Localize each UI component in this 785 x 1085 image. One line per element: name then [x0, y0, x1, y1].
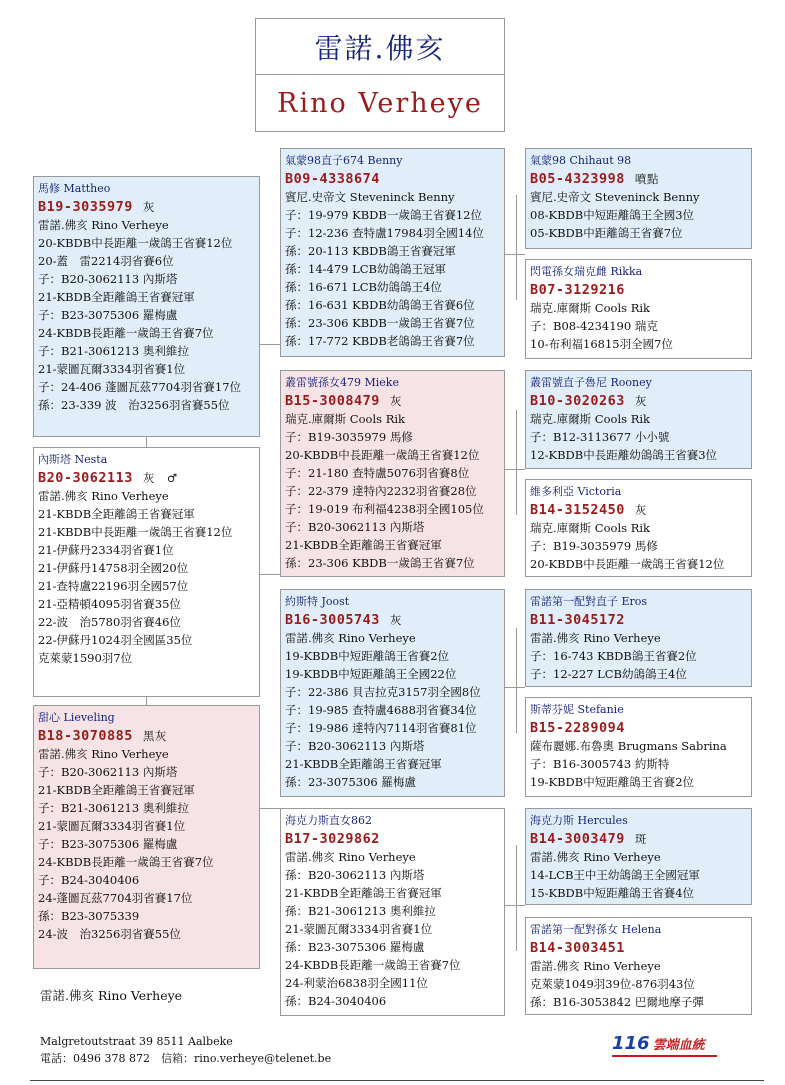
achievement-line: 21-KBDB全距離鴿王省賽冠軍	[38, 290, 195, 304]
achievement-line: 子：19-986 達特內7114羽省賽81位	[285, 721, 477, 735]
achievement-line: 孫：23-3075306 羅梅盧	[285, 775, 416, 789]
achievement-line: 21-KBDB中長距離一歲鴿王省賽12位	[38, 525, 233, 539]
achievement-line: 20-KBDB中長距離一歲鴿王省賽12位	[38, 236, 233, 250]
achievement-line: 子：12-227 LCB幼鴿鴿王4位	[530, 667, 687, 681]
ring-number: B10-3020263 灰	[530, 393, 647, 409]
pigeon-name: 海克力斯 Hercules	[530, 814, 628, 827]
connector-line	[260, 574, 280, 575]
achievement-line: 15-KBDB中短距離鴿王省賽4位	[530, 886, 695, 900]
achievement-line: 14-LCB王中王幼鴿鴿王全國冠軍	[530, 868, 700, 882]
color-label: 灰	[142, 200, 155, 214]
achievement-line: 雷諾.佛亥 Rino Verheye	[285, 850, 416, 864]
header-chinese-name: 雷諾.佛亥	[255, 18, 505, 75]
achievement-list	[530, 629, 747, 683]
ring-number: B14-3152450 灰	[530, 502, 647, 518]
achievement-line: 子：19-019 布利福4238羽全國105位	[285, 502, 484, 516]
pedigree-card-ggp-1	[525, 148, 752, 249]
achievement-list	[38, 745, 255, 943]
pedigree-card-ggp-3	[525, 370, 752, 469]
contact-info	[40, 1033, 331, 1067]
achievement-line: 子：B19-3035979 馬修	[530, 539, 658, 553]
achievement-line: 21-伊蘇丹2334羽省賽1位	[38, 543, 174, 557]
pigeon-name: 約斯特 Joost	[285, 595, 350, 608]
achievement-line: 24-波 治3256羽省賽55位	[38, 927, 181, 941]
achievement-line: 子：B08-4234190 瑞克	[530, 319, 658, 333]
logo-underline	[612, 1055, 717, 1057]
achievement-line: 孫：B21-3061213 奧利維拉	[285, 904, 436, 918]
achievement-line: 子：B23-3075306 羅梅盧	[38, 308, 178, 322]
ring-number: B15-3008479 灰	[285, 393, 402, 409]
achievement-list	[285, 410, 500, 572]
pigeon-name: 叢雷號孫女479 Mieke	[285, 376, 399, 389]
pedigree-card-granddam-sire	[280, 370, 505, 577]
color-label: 灰	[389, 394, 402, 408]
connector-line	[516, 410, 517, 515]
achievement-line: 子：B19-3035979 馬修	[285, 430, 413, 444]
pigeon-name: 斯蒂芬妮 Stefanie	[530, 703, 624, 716]
achievement-line: 雷諾.佛亥 Rino Verheye	[530, 631, 661, 645]
pigeon-name: 維多利亞 Victoria	[530, 485, 622, 498]
achievement-line: 子：22-379 達特內2232羽省賽28位	[285, 484, 477, 498]
achievement-line: 孫：B16-3053842 巴爾地摩子彈	[530, 995, 704, 1009]
achievement-list	[530, 188, 747, 242]
achievement-line: 05-KBDB中距離鴿王省賽7位	[530, 226, 683, 240]
achievement-line: 子：B20-3062113 內斯塔	[38, 272, 178, 286]
pigeon-name: 內斯塔 Nesta	[38, 453, 108, 466]
logo-text: 雲端血統	[652, 1038, 705, 1053]
achievement-line: 20-蓋 雷2214羽省賽6位	[38, 254, 174, 268]
pigeon-name: 雷諾第一配對直子 Eros	[530, 595, 648, 608]
ring-number: B05-4323998 噴點	[530, 171, 659, 187]
ring-number: B14-3003451	[530, 940, 625, 956]
pedigree-card-ggp-6	[525, 697, 752, 797]
address-line: Malgretoutstraat 39 8511 Aalbeke	[40, 1035, 233, 1048]
achievement-list	[530, 848, 747, 902]
phone-email-line[interactable]: 電話：0496 378 872 信箱：rino.verheye@telenet.be	[40, 1052, 332, 1065]
ring-number: B07-3129216	[530, 282, 625, 298]
ring-number: B15-2289094	[530, 720, 625, 736]
achievement-line: 克萊蒙1590羽7位	[38, 651, 133, 665]
color-label: 灰 ♂	[142, 471, 178, 485]
achievement-line: 子：21-180 查特盧5076羽省賽8位	[285, 466, 470, 480]
achievement-line: 19-KBDB中短距離鴿王省賽2位	[530, 775, 695, 789]
connector-line	[516, 845, 517, 951]
achievement-list	[285, 188, 500, 350]
pigeon-name: 馬修 Mattheo	[38, 182, 111, 195]
achievement-line: 子：16-743 KBDB鴿王省賽2位	[530, 649, 697, 663]
bottom-divider	[30, 1080, 764, 1081]
achievement-line: 孫：B24-3040406	[285, 994, 387, 1008]
pedigree-card-ggp-4	[525, 479, 752, 577]
achievement-line: 子：B21-3061213 奧利維拉	[38, 344, 189, 358]
achievement-list	[285, 848, 500, 1010]
achievement-line: 子：B24-3040406	[38, 873, 140, 887]
color-label: 黑灰	[142, 729, 167, 743]
connector-line	[260, 344, 280, 345]
color-label: 噴點	[634, 172, 659, 186]
achievement-line: 子：B20-3062113 內斯塔	[285, 520, 425, 534]
achievement-line: 21-KBDB全距離鴿王省賽冠軍	[38, 783, 195, 797]
pigeon-name: 叢雷號直子魯尼 Rooney	[530, 376, 652, 389]
pedigree-card-sire	[33, 176, 260, 437]
achievement-line: 子：19-979 KBDB一歲鴿王省賽12位	[285, 208, 482, 222]
pedigree-card-ggp-8	[525, 917, 752, 1015]
pigeon-name: 甜心 Lieveling	[38, 711, 115, 724]
achievement-line: 孫：23-306 KBDB一歲鴿王省賽7位	[285, 556, 475, 570]
ring-number: B19-3035979 灰	[38, 199, 155, 215]
color-label: 斑	[634, 832, 647, 846]
pedigree-card-ggp-2	[525, 259, 752, 359]
connector-line	[260, 808, 280, 809]
achievement-line: 12-KBDB中長距離幼鴿鴿王省賽3位	[530, 448, 718, 462]
achievement-line: 子：B20-3062113 內斯塔	[285, 739, 425, 753]
achievement-line: 雷諾.佛亥 Rino Verheye	[530, 850, 661, 864]
achievement-line: 雷諾.佛亥 Rino Verheye	[38, 218, 169, 232]
achievement-list	[38, 487, 255, 667]
achievement-line: 21-蒙圖瓦爾3334羽省賽1位	[285, 922, 433, 936]
achievement-list	[530, 957, 747, 1011]
pedigree-card-ggp-7	[525, 808, 752, 905]
connector-line	[505, 687, 525, 688]
achievement-list	[530, 299, 747, 353]
achievement-line: 子：B16-3005743 約斯特	[530, 757, 670, 771]
achievement-line: 22-波 治5780羽省賽46位	[38, 615, 181, 629]
brand-logo	[612, 1033, 717, 1057]
achievement-line: 孫：16-671 LCB幼鴿鴿王4位	[285, 280, 442, 294]
achievement-line: 20-KBDB中長距離一歲鴿王省賽12位	[530, 557, 725, 571]
achievement-line: 子：B23-3075306 羅梅盧	[38, 837, 178, 851]
achievement-line: 克萊蒙1049羽39位-876羽43位	[530, 977, 695, 991]
connector-line	[146, 437, 147, 447]
achievement-line: 瑞克.庫爾斯 Cools Rik	[285, 412, 405, 426]
connector-line	[516, 628, 517, 733]
ring-number: B14-3003479 斑	[530, 831, 647, 847]
achievement-line: 21-蒙圖瓦爾3334羽省賽1位	[38, 362, 186, 376]
achievement-line: 21-亞精頓4095羽省賽35位	[38, 597, 181, 611]
achievement-line: 子：12-236 查特盧17984羽全國14位	[285, 226, 484, 240]
achievement-line: 24-KBDB長距離一歲鴿王省賽7位	[38, 855, 214, 869]
logo-number: 116	[612, 1033, 650, 1054]
pedigree-card-main	[33, 447, 260, 697]
pigeon-name: 雷諾第一配對孫女 Helena	[530, 923, 662, 936]
connector-line	[505, 905, 525, 906]
pedigree-card-ggp-5	[525, 589, 752, 687]
achievement-line: 10-布利福16815羽全國7位	[530, 337, 673, 351]
achievement-line: 21-查特盧22196羽全國57位	[38, 579, 189, 593]
achievement-line: 薩布麗娜.布魯奧 Brugmans Sabrina	[530, 739, 727, 753]
pedigree-card-grandsire-dam	[280, 589, 505, 797]
achievement-line: 瑞克.庫爾斯 Cools Rik	[530, 412, 650, 426]
pigeon-name: 閃電孫女瑞克雌 Rikka	[530, 265, 643, 278]
achievement-line: 賓尼.史帝文 Steveninck Benny	[530, 190, 700, 204]
achievement-list	[38, 216, 255, 414]
achievement-line: 21-伊蘇丹14758羽全國20位	[38, 561, 189, 575]
achievement-line: 子：B20-3062113 內斯塔	[38, 765, 178, 779]
achievement-line: 孫：20-113 KBDB鴿王省賽冠軍	[285, 244, 456, 258]
pedigree-card-dam	[33, 705, 260, 969]
pigeon-name: 氣蒙98 Chihaut 98	[530, 154, 632, 167]
achievement-line: 24-利蒙治6838羽全國11位	[285, 976, 428, 990]
achievement-line: 賓尼.史帝文 Steveninck Benny	[285, 190, 455, 204]
achievement-line: 瑞克.庫爾斯 Cools Rik	[530, 301, 650, 315]
pigeon-name: 氣蒙98直子674 Benny	[285, 154, 403, 167]
achievement-line: 孫：B23-3075306 羅梅盧	[285, 940, 425, 954]
achievement-line: 孫：23-339 波 治3256羽省賽55位	[38, 398, 230, 412]
ring-number: B11-3045172	[530, 612, 625, 628]
ring-number: B20-3062113 灰 ♂	[38, 470, 178, 486]
ring-number: B16-3005743 灰	[285, 612, 402, 628]
achievement-line: 21-KBDB全距離鴿王省賽冠軍	[285, 886, 442, 900]
achievement-line: 孫：B20-3062113 內斯塔	[285, 868, 425, 882]
achievement-line: 21-KBDB全距離鴿王省賽冠軍	[38, 507, 195, 521]
ring-number: B18-3070885 黑灰	[38, 728, 167, 744]
achievement-line: 24-蓬圖瓦茲7704羽省賽17位	[38, 891, 193, 905]
achievement-line: 22-伊蘇丹1024羽全國區35位	[38, 633, 193, 647]
ring-number: B09-4338674	[285, 171, 380, 187]
owner-name: 雷諾.佛亥 Rino Verheye	[40, 988, 183, 1003]
connector-line	[505, 469, 525, 470]
color-label: 灰	[389, 613, 402, 627]
achievement-line: 21-KBDB全距離鴿王省賽冠軍	[285, 538, 442, 552]
achievement-line: 雷諾.佛亥 Rino Verheye	[530, 959, 661, 973]
ring-number: B17-3029862	[285, 831, 380, 847]
achievement-line: 子：19-985 查特盧4688羽省賽34位	[285, 703, 477, 717]
achievement-line: 21-KBDB全距離鴿王省賽冠軍	[285, 757, 442, 771]
connector-line	[146, 697, 147, 705]
achievement-list	[530, 519, 747, 573]
connector-line	[516, 195, 517, 300]
achievement-line: 雷諾.佛亥 Rino Verheye	[38, 747, 169, 761]
header-english-name: Rino Verheye	[255, 74, 505, 132]
achievement-list	[530, 737, 747, 791]
achievement-line: 子：B12-3113677 小小號	[530, 430, 670, 444]
achievement-line: 24-KBDB長距離一歲鴿王省賽7位	[285, 958, 461, 972]
achievement-line: 孫：B23-3075339	[38, 909, 140, 923]
achievement-line: 19-KBDB中短距離鴿王省賽2位	[285, 649, 450, 663]
achievement-line: 孫：16-631 KBDB幼鴿鴿王省賽6位	[285, 298, 475, 312]
pedigree-card-granddam-dam	[280, 808, 505, 1016]
achievement-line: 雷諾.佛亥 Rino Verheye	[285, 631, 416, 645]
achievement-line: 19-KBDB中短距離鴿王全國22位	[285, 667, 457, 681]
achievement-line: 子：22-386 貝吉拉克3157羽全國8位	[285, 685, 481, 699]
achievement-list	[285, 629, 500, 791]
achievement-line: 子：B21-3061213 奧利維拉	[38, 801, 189, 815]
achievement-line: 孫：23-306 KBDB一歲鴿王省賽7位	[285, 316, 475, 330]
achievement-line: 雷諾.佛亥 Rino Verheye	[38, 489, 169, 503]
achievement-line: 子：24-406 蓬圖瓦茲7704羽省賽17位	[38, 380, 242, 394]
connector-line	[505, 254, 525, 255]
achievement-line: 21-蒙圖瓦爾3334羽省賽1位	[38, 819, 186, 833]
achievement-list	[530, 410, 747, 464]
pigeon-name: 海克力斯直女862	[285, 814, 372, 827]
color-label: 灰	[634, 394, 647, 408]
achievement-line: 20-KBDB中長距離一歲鴿王省賽12位	[285, 448, 480, 462]
achievement-line: 24-KBDB長距離一歲鴿王省賽7位	[38, 326, 214, 340]
achievement-line: 08-KBDB中短距離鴿王全國3位	[530, 208, 695, 222]
pedigree-card-grandsire-sire	[280, 148, 505, 357]
achievement-line: 孫：14-479 LCB幼鴿鴿王冠軍	[285, 262, 447, 276]
achievement-line: 孫：17-772 KBDB老鴿鴿王省賽7位	[285, 334, 475, 348]
achievement-line: 瑞克.庫爾斯 Cools Rik	[530, 521, 650, 535]
color-label: 灰	[634, 503, 647, 517]
